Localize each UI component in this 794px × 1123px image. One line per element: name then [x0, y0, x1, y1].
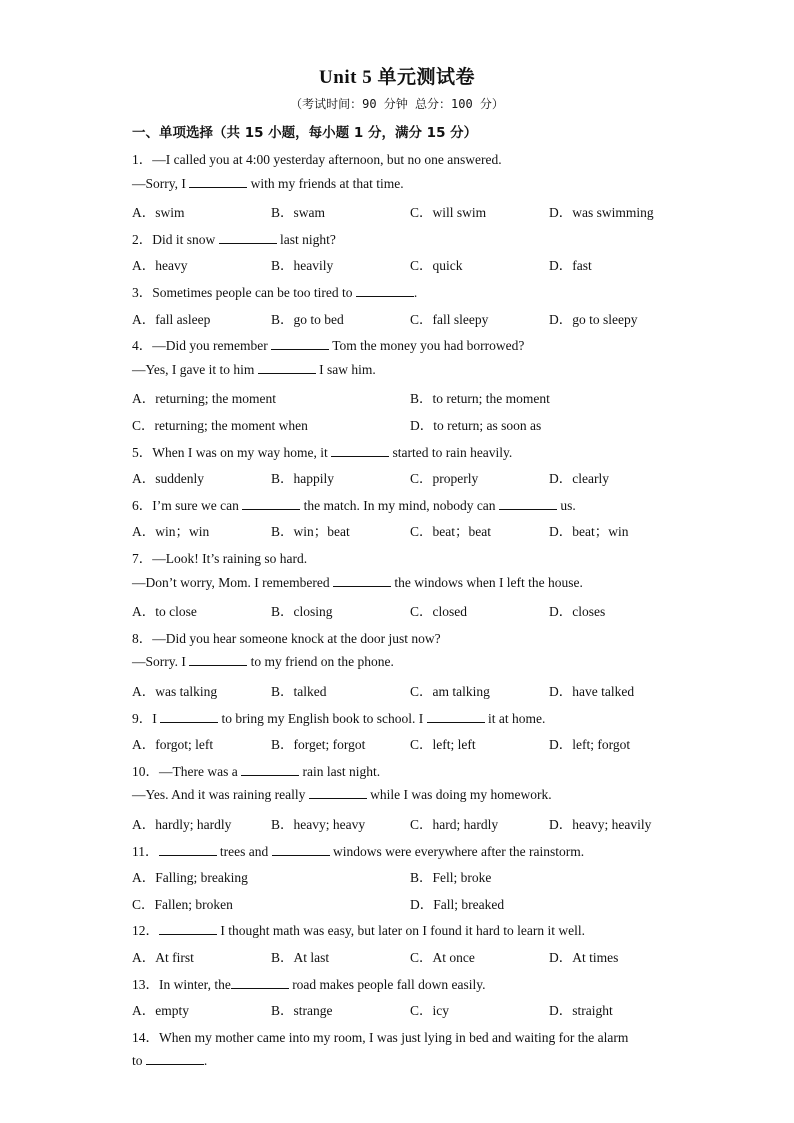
- question-text: 4．—Did you remember: [132, 338, 272, 354]
- question-text: the match. In my mind, nobody can: [300, 497, 499, 513]
- question-4-line: [132, 361, 376, 378]
- question-text: 7．—Look! It’s raining so hard.: [132, 551, 308, 566]
- option-d[interactable]: D．closes: [549, 604, 606, 620]
- option-b[interactable]: B．forget; forgot: [271, 737, 366, 753]
- question-8-line: [132, 627, 441, 647]
- option-a[interactable]: A．heavy: [132, 258, 188, 274]
- question-text: started to rain heavily.: [389, 444, 513, 460]
- answer-blank[interactable]: [189, 175, 247, 188]
- option-d[interactable]: D．left; forgot: [549, 737, 631, 753]
- question-text: Tom the money you had borrowed?: [329, 338, 525, 354]
- question-text: I thought math was easy, but later on I found it hard to learn it well.: [217, 923, 586, 939]
- question-7-line: [132, 547, 307, 567]
- option-d[interactable]: D．to return; as soon as: [410, 418, 542, 433]
- option-b[interactable]: B．heavily: [271, 258, 334, 274]
- option-b[interactable]: B．swam: [271, 205, 325, 221]
- question-9-line: [132, 707, 545, 727]
- question-text: 9．I: [132, 710, 161, 726]
- option-b[interactable]: B．go to bed: [271, 311, 344, 327]
- page-title: Unit 5 单元测试卷: [319, 67, 475, 88]
- question-6-line: [132, 494, 576, 514]
- option-b[interactable]: B．heavy; heavy: [271, 817, 366, 832]
- option-b[interactable]: B．strange: [271, 1003, 333, 1019]
- section-heading: 一、单项选择（共 15 小题，每小题 1 分，满分 15 分）: [132, 125, 478, 141]
- answer-blank[interactable]: [272, 843, 330, 856]
- option-c[interactable]: C．closed: [410, 604, 467, 620]
- answer-blank[interactable]: [333, 574, 391, 587]
- question-text: .: [413, 285, 418, 300]
- option-a[interactable]: A．suddenly: [132, 471, 204, 487]
- question-text: to bring my English book to school. I: [218, 710, 427, 726]
- option-d[interactable]: D．have talked: [549, 684, 635, 699]
- question-text: 11．: [132, 843, 159, 859]
- question-text: 2．Did it snow: [132, 231, 219, 247]
- question-text: road makes people fall down easily.: [288, 976, 486, 992]
- question-1-line: [132, 148, 502, 168]
- answer-blank[interactable]: [146, 1052, 204, 1065]
- option-d[interactable]: D．clearly: [549, 471, 609, 487]
- option-b[interactable]: B．closing: [271, 604, 333, 620]
- option-a[interactable]: A．empty: [132, 1003, 189, 1019]
- answer-blank[interactable]: [499, 497, 557, 510]
- option-d[interactable]: D．fast: [549, 258, 592, 274]
- question-13-line: [132, 973, 486, 993]
- exam-info: （考试时间：90 分钟 总分：100 分）: [290, 97, 504, 111]
- question-text: to my friend on the phone.: [247, 654, 394, 670]
- option-a[interactable]: A．hardly; hardly: [132, 817, 232, 832]
- answer-blank[interactable]: [159, 922, 217, 935]
- answer-blank[interactable]: [159, 843, 217, 856]
- answer-blank[interactable]: [271, 337, 329, 350]
- question-8-line: [132, 653, 394, 670]
- question-5-line: [132, 441, 512, 461]
- option-d[interactable]: D．was swimming: [549, 205, 654, 221]
- question-text: 6．I’m sure we can: [132, 497, 243, 513]
- question-text: 10．—There was a: [132, 763, 242, 779]
- question-text: .: [203, 1053, 208, 1069]
- question-text: 8．—Did you hear someone knock at the door just now?: [132, 630, 441, 646]
- question-text: trees and: [216, 843, 272, 859]
- question-2-line: [132, 228, 336, 248]
- option-a[interactable]: A．At first: [132, 950, 194, 965]
- question-text: —Sorry. I: [132, 654, 190, 670]
- option-c[interactable]: C．fall sleepy: [410, 311, 489, 327]
- option-a[interactable]: A．fall asleep: [132, 311, 211, 327]
- answer-blank[interactable]: [427, 710, 485, 723]
- option-d[interactable]: D．beat；win: [549, 524, 629, 540]
- question-text: with my friends at that time.: [247, 175, 404, 191]
- option-c[interactable]: C．At once: [410, 950, 475, 965]
- option-d[interactable]: D．heavy; heavily: [549, 817, 652, 832]
- option-c[interactable]: C．will swim: [410, 205, 487, 221]
- question-text: —Don’t worry, Mom. I remembered: [132, 574, 333, 590]
- question-text: rain last night.: [299, 763, 381, 779]
- option-d[interactable]: D．go to sleepy: [549, 311, 638, 327]
- option-c[interactable]: C．icy: [410, 1003, 449, 1019]
- answer-blank[interactable]: [189, 653, 247, 666]
- question-text: it at home.: [484, 710, 546, 726]
- question-14-line: [132, 1026, 628, 1046]
- question-text: —Yes, I gave it to him: [132, 361, 258, 377]
- option-a[interactable]: A．to close: [132, 604, 197, 620]
- question-text: 12．: [132, 923, 159, 939]
- question-text: us.: [556, 497, 576, 513]
- option-a[interactable]: A．Falling; breaking: [132, 870, 248, 886]
- option-c[interactable]: C．left; left: [410, 737, 476, 753]
- option-c[interactable]: C．properly: [410, 471, 479, 487]
- answer-blank[interactable]: [242, 497, 300, 510]
- option-a[interactable]: A．returning; the moment: [132, 391, 276, 407]
- question-text: last night?: [276, 231, 336, 247]
- option-c[interactable]: C．Fallen; broken: [132, 896, 233, 912]
- answer-blank[interactable]: [258, 361, 316, 374]
- question-text: —Sorry, I: [132, 175, 190, 191]
- option-b[interactable]: B．Fell; broke: [410, 870, 492, 886]
- option-b[interactable]: B．talked: [271, 684, 327, 699]
- answer-blank[interactable]: [160, 710, 218, 723]
- option-d[interactable]: D．straight: [549, 1003, 613, 1019]
- question-text: 13．In winter, the: [132, 976, 231, 992]
- question-text: 14．When my mother came into my room, I was just lying in bed and waiting for the alarm: [132, 1029, 629, 1045]
- answer-blank[interactable]: [231, 976, 289, 989]
- option-d[interactable]: D．Fall; breaked: [410, 896, 505, 912]
- question-10-line: [132, 760, 380, 780]
- option-c[interactable]: C．am talking: [410, 684, 490, 699]
- question-14-line: [132, 1052, 207, 1069]
- question-text: —Yes. And it was raining really: [132, 787, 309, 803]
- question-text: to: [132, 1053, 146, 1069]
- answer-blank[interactable]: [309, 786, 367, 799]
- question-4-line: [132, 334, 524, 354]
- option-a[interactable]: A．win；win: [132, 524, 210, 540]
- question-11-line: [132, 840, 584, 860]
- option-b[interactable]: B．to return; the moment: [410, 391, 550, 407]
- answer-blank[interactable]: [219, 231, 277, 244]
- answer-blank[interactable]: [331, 444, 389, 457]
- question-7-line: [132, 574, 583, 591]
- question-text: while I was doing my homework.: [366, 787, 552, 803]
- question-text: 3．Sometimes people can be too tired to: [132, 285, 356, 300]
- question-text: the windows when I left the house.: [390, 574, 583, 590]
- option-a[interactable]: A．forgot; left: [132, 737, 214, 753]
- question-text: I saw him.: [315, 361, 376, 377]
- option-c[interactable]: C．hard; hardly: [410, 817, 499, 832]
- question-3-line: [132, 281, 417, 301]
- option-c[interactable]: C．returning; the moment when: [132, 418, 308, 433]
- question-10-line: [132, 786, 552, 803]
- option-d[interactable]: D．At times: [549, 950, 619, 965]
- question-12-line: [132, 919, 585, 939]
- option-a[interactable]: A．was talking: [132, 684, 218, 699]
- question-1-line: [132, 175, 404, 192]
- option-c[interactable]: C．quick: [410, 258, 463, 274]
- answer-blank[interactable]: [356, 284, 414, 297]
- question-text: 5．When I was on my way home, it: [132, 444, 332, 460]
- option-b[interactable]: B．At last: [271, 950, 330, 965]
- option-a[interactable]: A．swim: [132, 205, 185, 221]
- question-text: 1．—I called you at 4:00 yesterday afternoon, but no one answered.: [132, 152, 502, 167]
- option-b[interactable]: B．happily: [271, 471, 334, 487]
- option-c[interactable]: C．beat；beat: [410, 524, 491, 540]
- question-text: windows were everywhere after the rainstorm.: [329, 843, 585, 859]
- option-b[interactable]: B．win；beat: [271, 524, 350, 540]
- answer-blank[interactable]: [241, 763, 299, 776]
